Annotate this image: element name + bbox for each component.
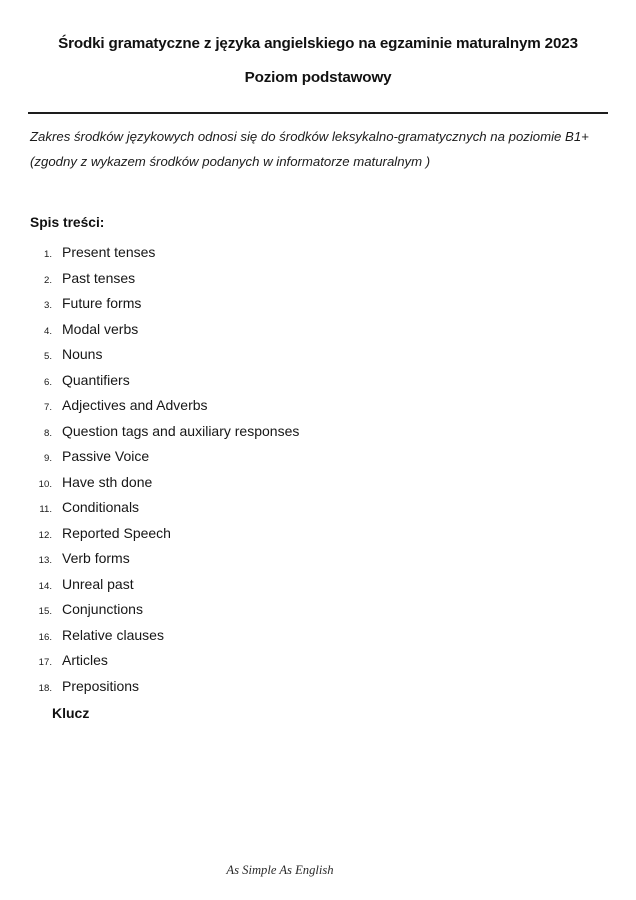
list-item-label: Have sth done (62, 473, 153, 490)
list-item-number: 13. (38, 555, 52, 566)
list-item-number: 14. (38, 580, 52, 592)
list-item-number: 9. (43, 453, 52, 464)
list-item-number: 5. (43, 351, 52, 362)
list-item[interactable] (0, 423, 636, 449)
list-item-number: 17. (38, 657, 52, 668)
list-item-label: Past tenses (62, 269, 136, 286)
list-item-number: 12. (38, 529, 52, 541)
horizontal-rule (28, 112, 608, 114)
list-item-number: 4. (43, 325, 52, 337)
intro-line-1: Zakres środków językowych odnosi się do środków leksykalno-gramatycznych na poziomie B1+ (30, 129, 589, 144)
list-item[interactable] (0, 576, 636, 602)
page-footer: As Simple As English (226, 863, 334, 877)
list-item-label: Future forms (62, 295, 142, 311)
list-item-label: Conditionals (62, 499, 140, 515)
list-item-number: 8. (43, 427, 52, 439)
list-item-label: Passive Voice (62, 448, 150, 464)
list-item-label: Question tags and auxiliary responses (62, 422, 300, 439)
list-item[interactable] (0, 627, 636, 653)
list-item-label: Relative clauses (62, 626, 164, 643)
list-item-label: Prepositions (62, 677, 140, 694)
list-item[interactable] (0, 270, 636, 296)
list-item-number: 6. (43, 376, 52, 388)
list-item[interactable] (0, 474, 636, 500)
list-item[interactable] (0, 499, 636, 525)
list-item[interactable] (0, 346, 636, 372)
intro-line-2: (zgodny z wykazem środków podanych w informatorze maturalnym ) (30, 154, 431, 169)
list-item-label: Present tenses (62, 244, 156, 260)
list-item-number: 11. (39, 504, 52, 515)
page-subtitle: Poziom podstawowy (244, 69, 392, 86)
contents-heading: Spis treści: (30, 215, 105, 230)
list-item-number: 10. (38, 478, 52, 490)
answer-key-entry[interactable]: Klucz (52, 705, 90, 721)
page-title: Środki gramatyczne z języka angielskiego na egzaminie maturalnym 2023 (58, 35, 578, 52)
list-item-label: Modal verbs (62, 320, 139, 337)
list-item[interactable] (0, 525, 636, 551)
list-item[interactable] (0, 372, 636, 398)
list-item-label: Conjunctions (62, 601, 143, 617)
list-item-number: 3. (43, 300, 52, 311)
list-item-label: Nouns (62, 346, 103, 362)
list-item-number: 15. (38, 606, 52, 617)
list-item[interactable] (0, 295, 636, 321)
list-item-label: Verb forms (62, 550, 130, 566)
intro-paragraph (30, 124, 610, 174)
list-item[interactable] (0, 550, 636, 576)
list-item-number: 18. (38, 682, 52, 694)
list-item[interactable] (0, 397, 636, 423)
list-item-label: Unreal past (62, 575, 134, 592)
list-item[interactable] (0, 678, 636, 704)
list-item-label: Articles (62, 652, 108, 668)
list-item[interactable] (0, 448, 636, 474)
list-item-label: Adjectives and Adverbs (62, 397, 208, 413)
list-item[interactable] (0, 601, 636, 627)
list-item-number: 1. (43, 249, 52, 260)
list-item-number: 2. (43, 274, 52, 286)
list-item[interactable] (0, 321, 636, 347)
list-item-label: Reported Speech (62, 524, 171, 541)
list-item-number: 7. (43, 402, 52, 413)
list-item-label: Quantifiers (62, 371, 130, 388)
list-item[interactable] (0, 652, 636, 678)
title-block (28, 34, 608, 88)
list-item-number: 16. (38, 631, 52, 643)
table-of-contents (0, 244, 636, 703)
list-item[interactable] (0, 244, 636, 270)
